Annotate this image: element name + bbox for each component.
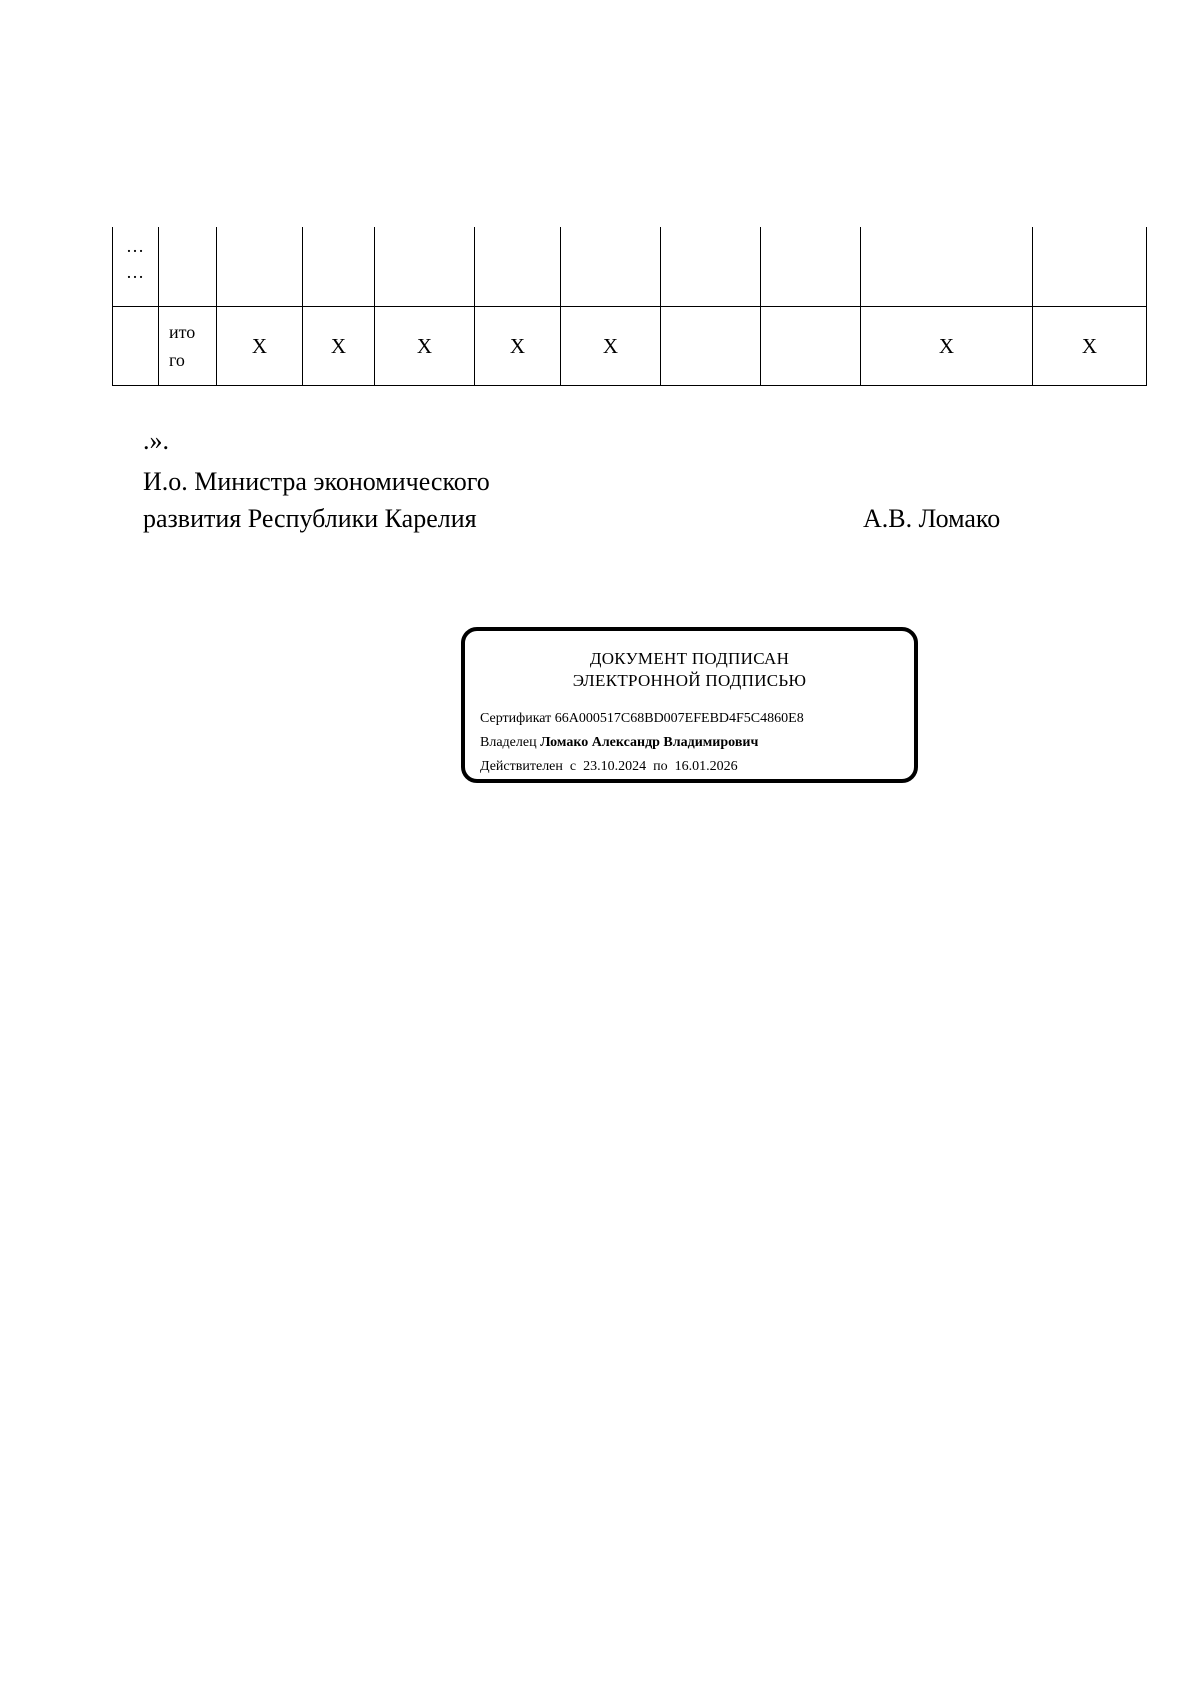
table-cell bbox=[113, 307, 159, 386]
table-cell-total: Х bbox=[1033, 307, 1147, 386]
table-cell bbox=[1033, 227, 1147, 307]
stamp-heading bbox=[465, 648, 914, 692]
table-cell bbox=[661, 227, 761, 307]
table-cell-continuation-marks bbox=[113, 227, 159, 307]
stamp-owner-line bbox=[480, 734, 758, 752]
table-row-continuation bbox=[113, 227, 1147, 307]
table-cell bbox=[375, 227, 475, 307]
closing-quote-mark: .». bbox=[143, 426, 169, 455]
stamp-heading-line: ЭЛЕКТРОННОЙ ПОДПИСЬЮ bbox=[572, 671, 807, 690]
table-cell bbox=[217, 227, 303, 307]
table-cell-total: Х bbox=[861, 307, 1033, 386]
table-cell-total-label bbox=[159, 307, 217, 386]
table-cell-total: Х bbox=[217, 307, 303, 386]
table-cell bbox=[761, 227, 861, 307]
table-cell bbox=[475, 227, 561, 307]
table-row-total bbox=[113, 307, 1147, 386]
table-cell-total: Х bbox=[561, 307, 661, 386]
certificate-value: 66A000517C68BD007EFEBD4F5C4860E8 bbox=[554, 711, 804, 726]
stamp-validity-line bbox=[480, 758, 738, 776]
owner-label: Владелец bbox=[480, 735, 537, 750]
signer-title bbox=[143, 463, 490, 537]
table-cell-total bbox=[761, 307, 861, 386]
total-label-part: го bbox=[169, 350, 185, 370]
total-label-part: ито bbox=[169, 322, 196, 342]
table-cell-total: Х bbox=[475, 307, 561, 386]
table-cell bbox=[561, 227, 661, 307]
valid-to-date: 16.01.2026 bbox=[674, 759, 738, 774]
certificate-label: Сертификат bbox=[480, 711, 552, 726]
table-cell bbox=[159, 227, 217, 307]
continuation-mark: … bbox=[126, 236, 145, 256]
table-cell-total: Х bbox=[375, 307, 475, 386]
signer-title-line: И.о. Министра экономического bbox=[143, 467, 490, 496]
signer-title-line: развития Республики Карелия bbox=[143, 504, 477, 533]
stamp-certificate-line bbox=[480, 710, 804, 728]
continuation-mark: … bbox=[126, 262, 145, 282]
owner-value: Ломако Александр Владимирович bbox=[540, 735, 759, 750]
valid-from-date: 23.10.2024 bbox=[583, 759, 647, 774]
valid-from-prefix: с bbox=[569, 759, 577, 774]
table-cell-total: Х bbox=[303, 307, 375, 386]
valid-to-prefix: по bbox=[653, 759, 668, 774]
stamp-heading-line: ДОКУМЕНТ ПОДПИСАН bbox=[589, 649, 790, 668]
signer-name: А.В. Ломако bbox=[863, 504, 1001, 533]
table-cell bbox=[303, 227, 375, 307]
table-cell bbox=[861, 227, 1033, 307]
data-table-fragment bbox=[112, 227, 1147, 386]
table-cell-total bbox=[661, 307, 761, 386]
electronic-signature-stamp bbox=[461, 627, 918, 783]
valid-label: Действителен bbox=[480, 759, 563, 774]
